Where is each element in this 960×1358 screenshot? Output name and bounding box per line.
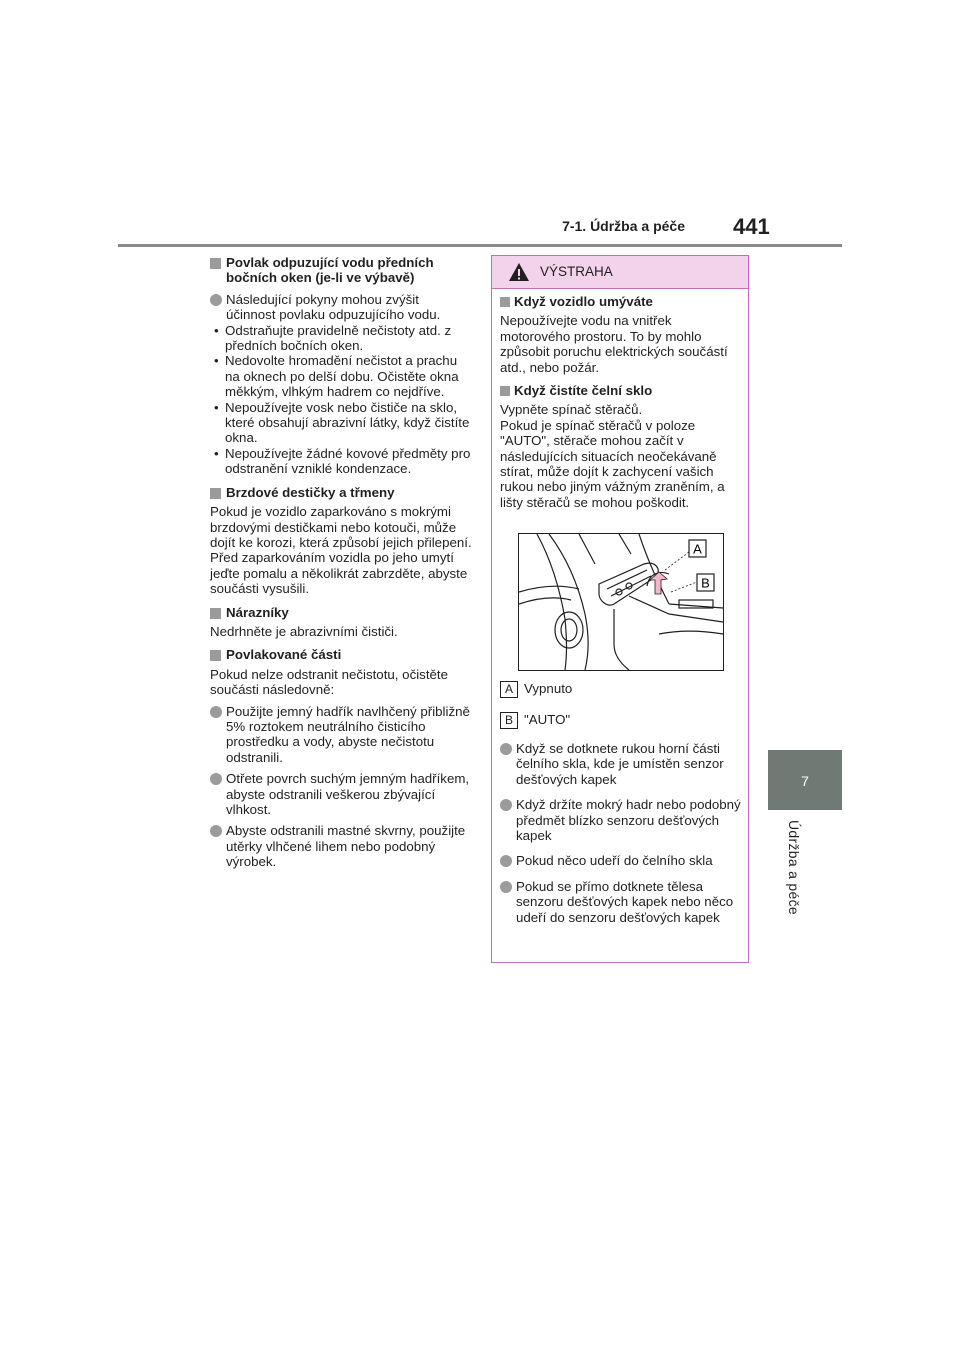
round-bullet-icon bbox=[210, 825, 222, 837]
paragraph: Nepoužívejte vodu na vnitřek motorového prostoru. To by mohlo způsobit poruchu elektrických součástí atd., nebo požár. bbox=[500, 313, 728, 375]
sub-item: • Nedovolte hromadění nečistot a prachu na oknech po delší dobu. Očistěte okna měkkým, vlhkým hadrem co nejdříve. bbox=[214, 353, 459, 400]
paragraph: Pokud je vozidlo zaparkováno s mokrými brzdovými destičkami nebo kotouči, může dojít ke korozi, která způsobí jejich přilepení. Před zaparkováním vozidla po jeho umytí jeďte pomalu a několikrát zabrzděte, abyste součásti vysušili. bbox=[210, 504, 472, 597]
square-bullet-icon bbox=[500, 297, 510, 307]
sub-item: • Odstraňujte pravidelně nečistoty atd. z předních bočních oken. bbox=[214, 322, 452, 354]
legend-row-a: A Vypnuto bbox=[500, 681, 742, 698]
round-bullet-icon bbox=[500, 881, 512, 893]
heading-windshield: Když čistíte čelní sklo bbox=[500, 383, 742, 398]
warning-box bbox=[491, 255, 749, 963]
round-bullet-icon bbox=[500, 799, 512, 811]
bullet-item: Když se dotknete rukou horní části čelního skla, kde je umístěn senzor dešťových kapek bbox=[500, 741, 742, 787]
legend-key-a: A bbox=[500, 681, 518, 698]
bullet-item: Otřete povrch suchým jemným hadříkem, abyste odstranili veškerou zbývající vlhkost. bbox=[210, 771, 472, 817]
bullet-item: Pokud něco udeří do čelního skla bbox=[500, 853, 742, 868]
round-bullet-icon bbox=[210, 706, 222, 718]
legend-row-b: B "AUTO" bbox=[500, 712, 742, 729]
round-bullet-icon bbox=[500, 743, 512, 755]
warning-body bbox=[500, 294, 742, 510]
chapter-tab[interactable]: 7 bbox=[768, 750, 842, 810]
round-bullet-icon bbox=[210, 773, 222, 785]
figure-label-b: B bbox=[701, 575, 710, 591]
warning-triangle-icon bbox=[508, 262, 530, 282]
square-bullet-icon bbox=[210, 650, 221, 661]
wiper-switch-illustration bbox=[518, 533, 724, 671]
square-bullet-icon bbox=[210, 258, 221, 269]
bullet-item: Pokud se přímo dotknete tělesa senzoru dešťových kapek nebo něco udeří do senzoru dešťových kapek bbox=[500, 879, 742, 925]
bullet-item: Použijte jemný hadřík navlhčený přibližně 5% roztokem neutrálního čisticího prostředku a vody, abyste nečistotu odstranili. bbox=[210, 704, 472, 766]
chapter-title: Údržba a péče bbox=[786, 820, 802, 915]
header-rule bbox=[118, 244, 842, 247]
bullet-item: Abyste odstranili mastné skvrny, použijte utěrky vlhčené lihem nebo podobný výrobek. bbox=[210, 823, 472, 869]
sub-item: • Nepoužívejte žádné kovové předměty pro odstranění vzniklé kondenzace. bbox=[214, 445, 471, 477]
sub-item: • Nepoužívejte vosk nebo čističe na sklo, které obsahují abrazivní látky, když čistíte okna. bbox=[214, 399, 470, 446]
round-bullet-icon bbox=[500, 855, 512, 867]
square-bullet-icon bbox=[210, 488, 221, 499]
heading-coated-parts: Povlakované části bbox=[210, 647, 472, 662]
legend-key-b: B bbox=[500, 712, 518, 729]
bullet-item: Když držíte mokrý hadr nebo podobný předmět blízko senzoru dešťových kapek bbox=[500, 797, 742, 843]
square-bullet-icon bbox=[210, 608, 221, 619]
paragraph: Pokud nelze odstranit nečistotu, očistěte součásti následovně: bbox=[210, 666, 449, 698]
heading-bumpers: Nárazníky bbox=[210, 605, 472, 620]
heading-brakes: Brzdové destičky a třmeny bbox=[210, 485, 472, 500]
round-bullet-icon bbox=[210, 294, 222, 306]
paragraph: Vypněte spínač stěračů. Pokud je spínač stěračů v poloze "AUTO", stěrače mohou začít v následujících situacích neočekávaně stírat, může dojít k zachycení vašich rukou nebo jiným vážným zraněním, a lišty stěračů se mohou poškodit. bbox=[500, 402, 725, 510]
paragraph: Nedrhněte je abrazivními čističi. bbox=[210, 623, 398, 639]
bullet-item: Následující pokyny mohou zvýšit účinnost povlaku odpuzujícího vodu. bbox=[210, 292, 472, 323]
heading-washing: Když vozidlo umýváte bbox=[500, 294, 742, 309]
heading-water-repellent: Povlak odpuzující vodu předních bočních oken (je-li ve výbavě) bbox=[210, 255, 472, 286]
figure-label-a: A bbox=[693, 541, 702, 557]
section-title: 7-1. Údržba a péče bbox=[562, 218, 685, 234]
warning-header bbox=[492, 256, 748, 289]
square-bullet-icon bbox=[500, 386, 510, 396]
warning-body-lower bbox=[500, 681, 742, 925]
warning-title: VÝSTRAHA bbox=[540, 264, 613, 279]
page-number: 441 bbox=[733, 214, 770, 239]
left-column bbox=[210, 255, 472, 870]
steering-wheel-illustration bbox=[519, 534, 723, 670]
